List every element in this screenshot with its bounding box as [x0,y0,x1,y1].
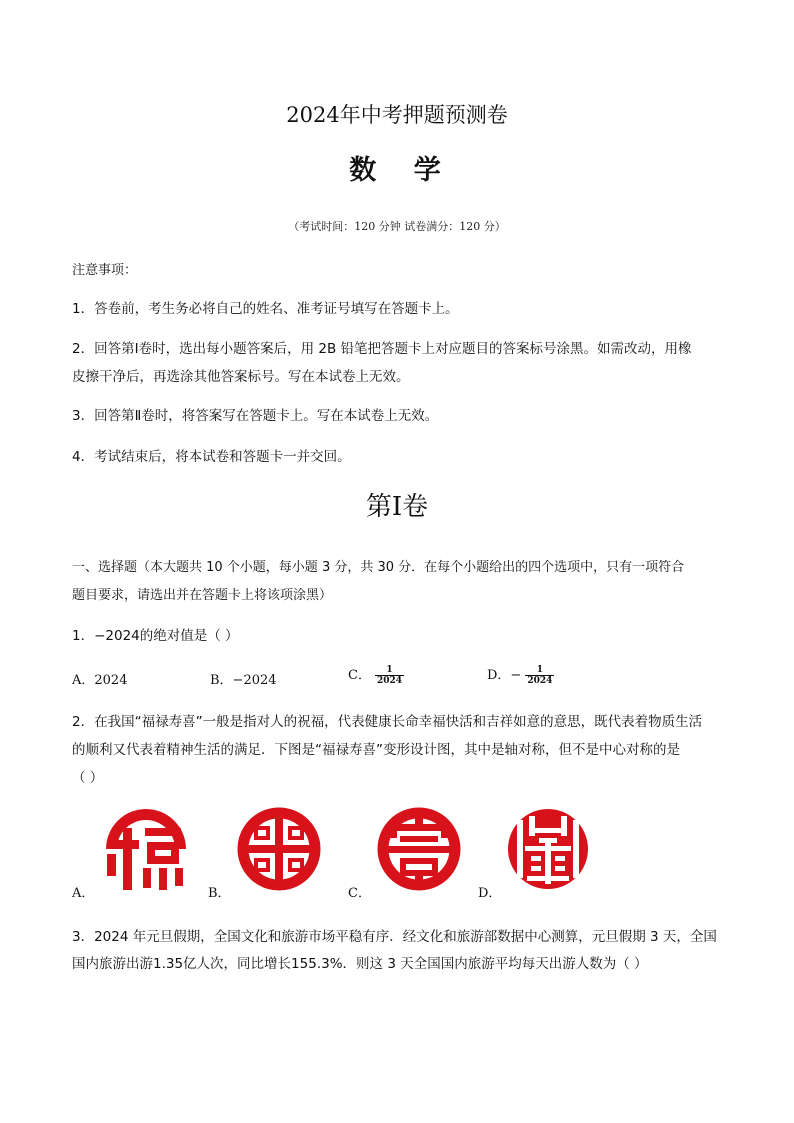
exam-info: （考试时间：120 分钟 试卷满分：120 分） [288,220,506,233]
question-2-line3: （ ） [72,770,104,786]
q1-option-c-label: C． [348,668,371,683]
q2-option-a-label: A． [72,886,95,901]
note-item-1: 1．答卷前，考生务必将自己的姓名、准考证号填写在答题卡上。 [72,301,459,317]
fu-character-icon [103,806,189,896]
question-2-line2: 的顺利又代表着精神生活的满足．下图是“福禄寿喜”变形设计图，其中是轴对称，但不是中心对称的是 [72,742,680,758]
subject-title: 数 学 [349,155,455,186]
shou-character-icon [376,806,462,896]
question-3-line2: 国内旅游出游1.35亿人次，同比增长155.3%．则这 3 天全国国内旅游平均每天出游人数为（ ） [72,956,648,972]
q1-option-d-label: D．− [487,668,522,683]
q1-option-c [348,664,404,686]
note-item-2-cont: 皮擦干净后，再选涂其他答案标号。写在本试卷上无效。 [72,369,410,385]
xi-character-icon [505,806,591,896]
fraction-numerator: 1 [536,665,543,675]
q2-option-d-label: D． [478,886,502,901]
fraction-denominator: 2024 [376,676,403,686]
section-instructions-line1: 一、选择题（本大题共 10 个小题，每小题 3 分，共 30 分．在每个小题给出的四个选项中，只有一项符合 [72,560,685,575]
question-3-line1: 3．2024 年元旦假期，全国文化和旅游市场平稳有序．经文化和旅游部数据中心测算，元旦假期 3 天，全国 [72,929,717,945]
q1-option-d-fraction [525,665,554,686]
question-2-line1: 2．在我国“福禄寿喜”一般是指对人的祝福，代表健康长命幸福快活和吉祥如意的意思，既代表着物质生活 [72,714,703,730]
q2-option-b-label: B． [208,886,231,901]
note-item-2: 2．回答第Ⅰ卷时，选出每小题答案后，用 2B 铅笔把答题卡上对应题目的答案标号涂黑。如需改动，用橡 [72,341,692,357]
question-1-stem: 1．−2024的绝对值是（ ） [72,628,239,644]
q1-option-c-fraction [375,665,404,686]
note-item-4: 4．考试结束后，将本试卷和答题卡一并交回。 [72,449,351,465]
section-instructions-line2: 题目要求，请选出并在答题卡上将该项涂黑） [72,588,333,603]
exam-title: 2024年中考押题预测卷 [286,103,508,127]
q1-option-b: B．−2024 [210,673,277,688]
notes-heading: 注意事项： [72,263,138,278]
fraction-denominator: 2024 [527,676,553,686]
q2-option-c-label: C． [348,886,371,901]
q1-option-a: A．2024 [72,673,128,688]
volume-heading: 第Ⅰ卷 [365,492,429,522]
lu-character-icon [236,806,322,896]
fraction-numerator: 1 [386,665,393,675]
q1-option-d [487,664,554,686]
note-item-3: 3．回答第Ⅱ卷时，将答案写在答题卡上。写在本试卷上无效。 [72,408,439,424]
